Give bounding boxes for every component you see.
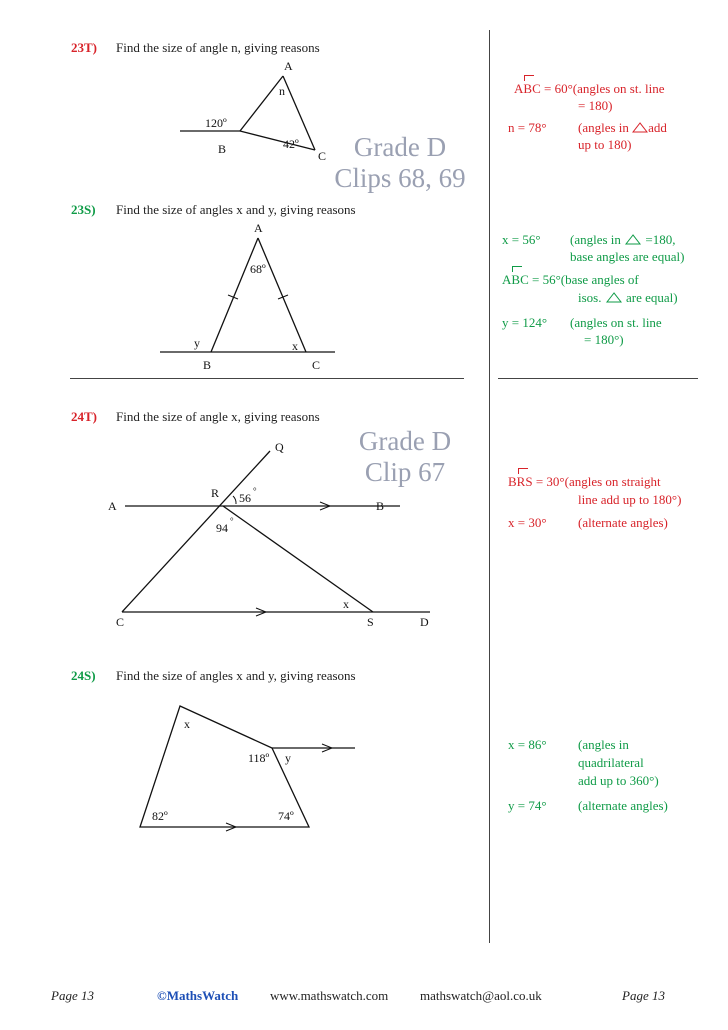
grade-d-title: Grade D xyxy=(353,132,447,162)
point-label-a: A xyxy=(108,499,117,513)
answer-23t-abc: ABC = 60°(angles on st. line xyxy=(514,81,665,96)
angle-label-56: 56 xyxy=(239,491,251,505)
answer-23t-n-reason-cont: up to 180) xyxy=(578,137,632,152)
triangle-icon xyxy=(605,292,623,303)
question-text-23t: Find the size of angle n, giving reasons xyxy=(116,40,320,55)
angle-label-n: n xyxy=(279,84,285,98)
question-label-23s: 23S) xyxy=(71,202,96,217)
answer-24s-x-reason: (angles in xyxy=(578,737,629,752)
point-label-d: D xyxy=(420,615,429,629)
question-text-23s: Find the size of angles x and y, giving reasons xyxy=(116,202,356,217)
question-text-24s: Find the size of angles x and y, giving reasons xyxy=(116,668,356,683)
question-label-24t: 24T) xyxy=(71,409,97,424)
answer-23t-n: n = 78° xyxy=(508,120,547,135)
footer-email-link[interactable]: mathswatch@aol.co.uk xyxy=(420,988,542,1003)
point-label-b: B xyxy=(376,499,385,513)
answer-24s-x-reason-cont: quadrilateral xyxy=(578,755,644,770)
triangle-icon xyxy=(624,234,642,245)
vertex-label-c: C xyxy=(318,149,327,163)
answer-24s-x: x = 86° xyxy=(508,737,547,752)
footer-page-left: Page 13 xyxy=(51,988,94,1003)
answer-23s-y-reason-cont: = 180°) xyxy=(584,332,624,347)
question-label-24s: 24S) xyxy=(71,668,96,683)
answer-24t-x-reason: (alternate angles) xyxy=(578,515,668,530)
angle-label-74: 74º xyxy=(278,809,294,823)
triangle-icon xyxy=(632,122,648,133)
diagram-23s xyxy=(0,200,490,380)
grade-d-clips: Clip 67 xyxy=(364,457,446,487)
answer-23s-x-reason: (angles in =180, xyxy=(570,232,676,247)
angle-label-68: 68º xyxy=(250,262,266,276)
angle-notation: ABC xyxy=(502,272,529,287)
angle-label-82: 82º xyxy=(152,809,168,823)
point-label-s: S xyxy=(367,615,374,629)
answer-24s-x-reason-cont2: add up to 360°) xyxy=(578,773,659,788)
degree-mark-94: ° xyxy=(230,516,234,526)
answer-23t-n-reason: (angles in add xyxy=(578,120,667,135)
answer-23s-y: y = 124° xyxy=(502,315,548,330)
degree-mark-56: ° xyxy=(253,486,257,496)
point-label-r: R xyxy=(211,486,220,500)
angle-label-118: 118º xyxy=(248,751,270,765)
answer-24t-brs: BRS = 30°(angles on straight xyxy=(508,474,661,489)
answer-23t-abc-reason-cont: = 180) xyxy=(578,98,613,113)
angle-label-x: x xyxy=(343,597,349,611)
angle-label-y: y xyxy=(285,751,291,765)
footer-page-right: Page 13 xyxy=(622,988,665,1003)
answer-23s-y-reason: (angles on st. line xyxy=(570,315,662,330)
footer-brand[interactable]: ©MathsWatch xyxy=(157,988,239,1003)
question-label-23t: 23T) xyxy=(71,40,97,55)
point-label-c: C xyxy=(116,615,125,629)
angle-label-94: 94 xyxy=(216,521,228,535)
answer-23s-x-reason-cont: base angles are equal) xyxy=(570,249,685,264)
footer-website-link[interactable]: www.mathswatch.com xyxy=(270,988,389,1003)
angle-notation: ABC xyxy=(514,81,541,96)
vertex-label-a: A xyxy=(284,59,293,73)
answer-23s-abc-reason-cont: isos. are equal) xyxy=(578,290,678,305)
answer-23s-x: x = 56° xyxy=(502,232,541,247)
answer-23s-abc: ABC = 56°(base angles of xyxy=(502,272,639,287)
grade-d-clips: Clips 68, 69 xyxy=(334,163,466,193)
diagram-24s xyxy=(0,690,490,840)
vertex-label-c: C xyxy=(312,358,321,372)
answer-24s-y: y = 74° xyxy=(508,798,547,813)
answer-24t-brs-reason-cont: line add up to 180°) xyxy=(578,492,682,507)
angle-label-x: x xyxy=(184,717,190,731)
vertex-label-b: B xyxy=(218,142,227,156)
answer-24t-x: x = 30° xyxy=(508,515,547,530)
vertex-label-b: B xyxy=(203,358,212,372)
answer-24s-y-reason: (alternate angles) xyxy=(578,798,668,813)
grade-d-badge-1 xyxy=(330,132,470,194)
point-label-q: Q xyxy=(275,440,284,454)
vertex-label-a: A xyxy=(254,221,263,235)
question-text-24t: Find the size of angle x, giving reasons xyxy=(116,409,320,424)
angle-label-42: 42º xyxy=(283,137,299,151)
grade-d-badge-2 xyxy=(335,426,475,488)
angle-notation: BRS xyxy=(508,474,533,489)
section-rule-right xyxy=(498,378,698,379)
grade-d-title: Grade D xyxy=(358,426,452,456)
angle-label-x: x xyxy=(292,339,298,353)
angle-label-120: 120º xyxy=(205,116,227,130)
angle-label-y: y xyxy=(194,336,200,350)
